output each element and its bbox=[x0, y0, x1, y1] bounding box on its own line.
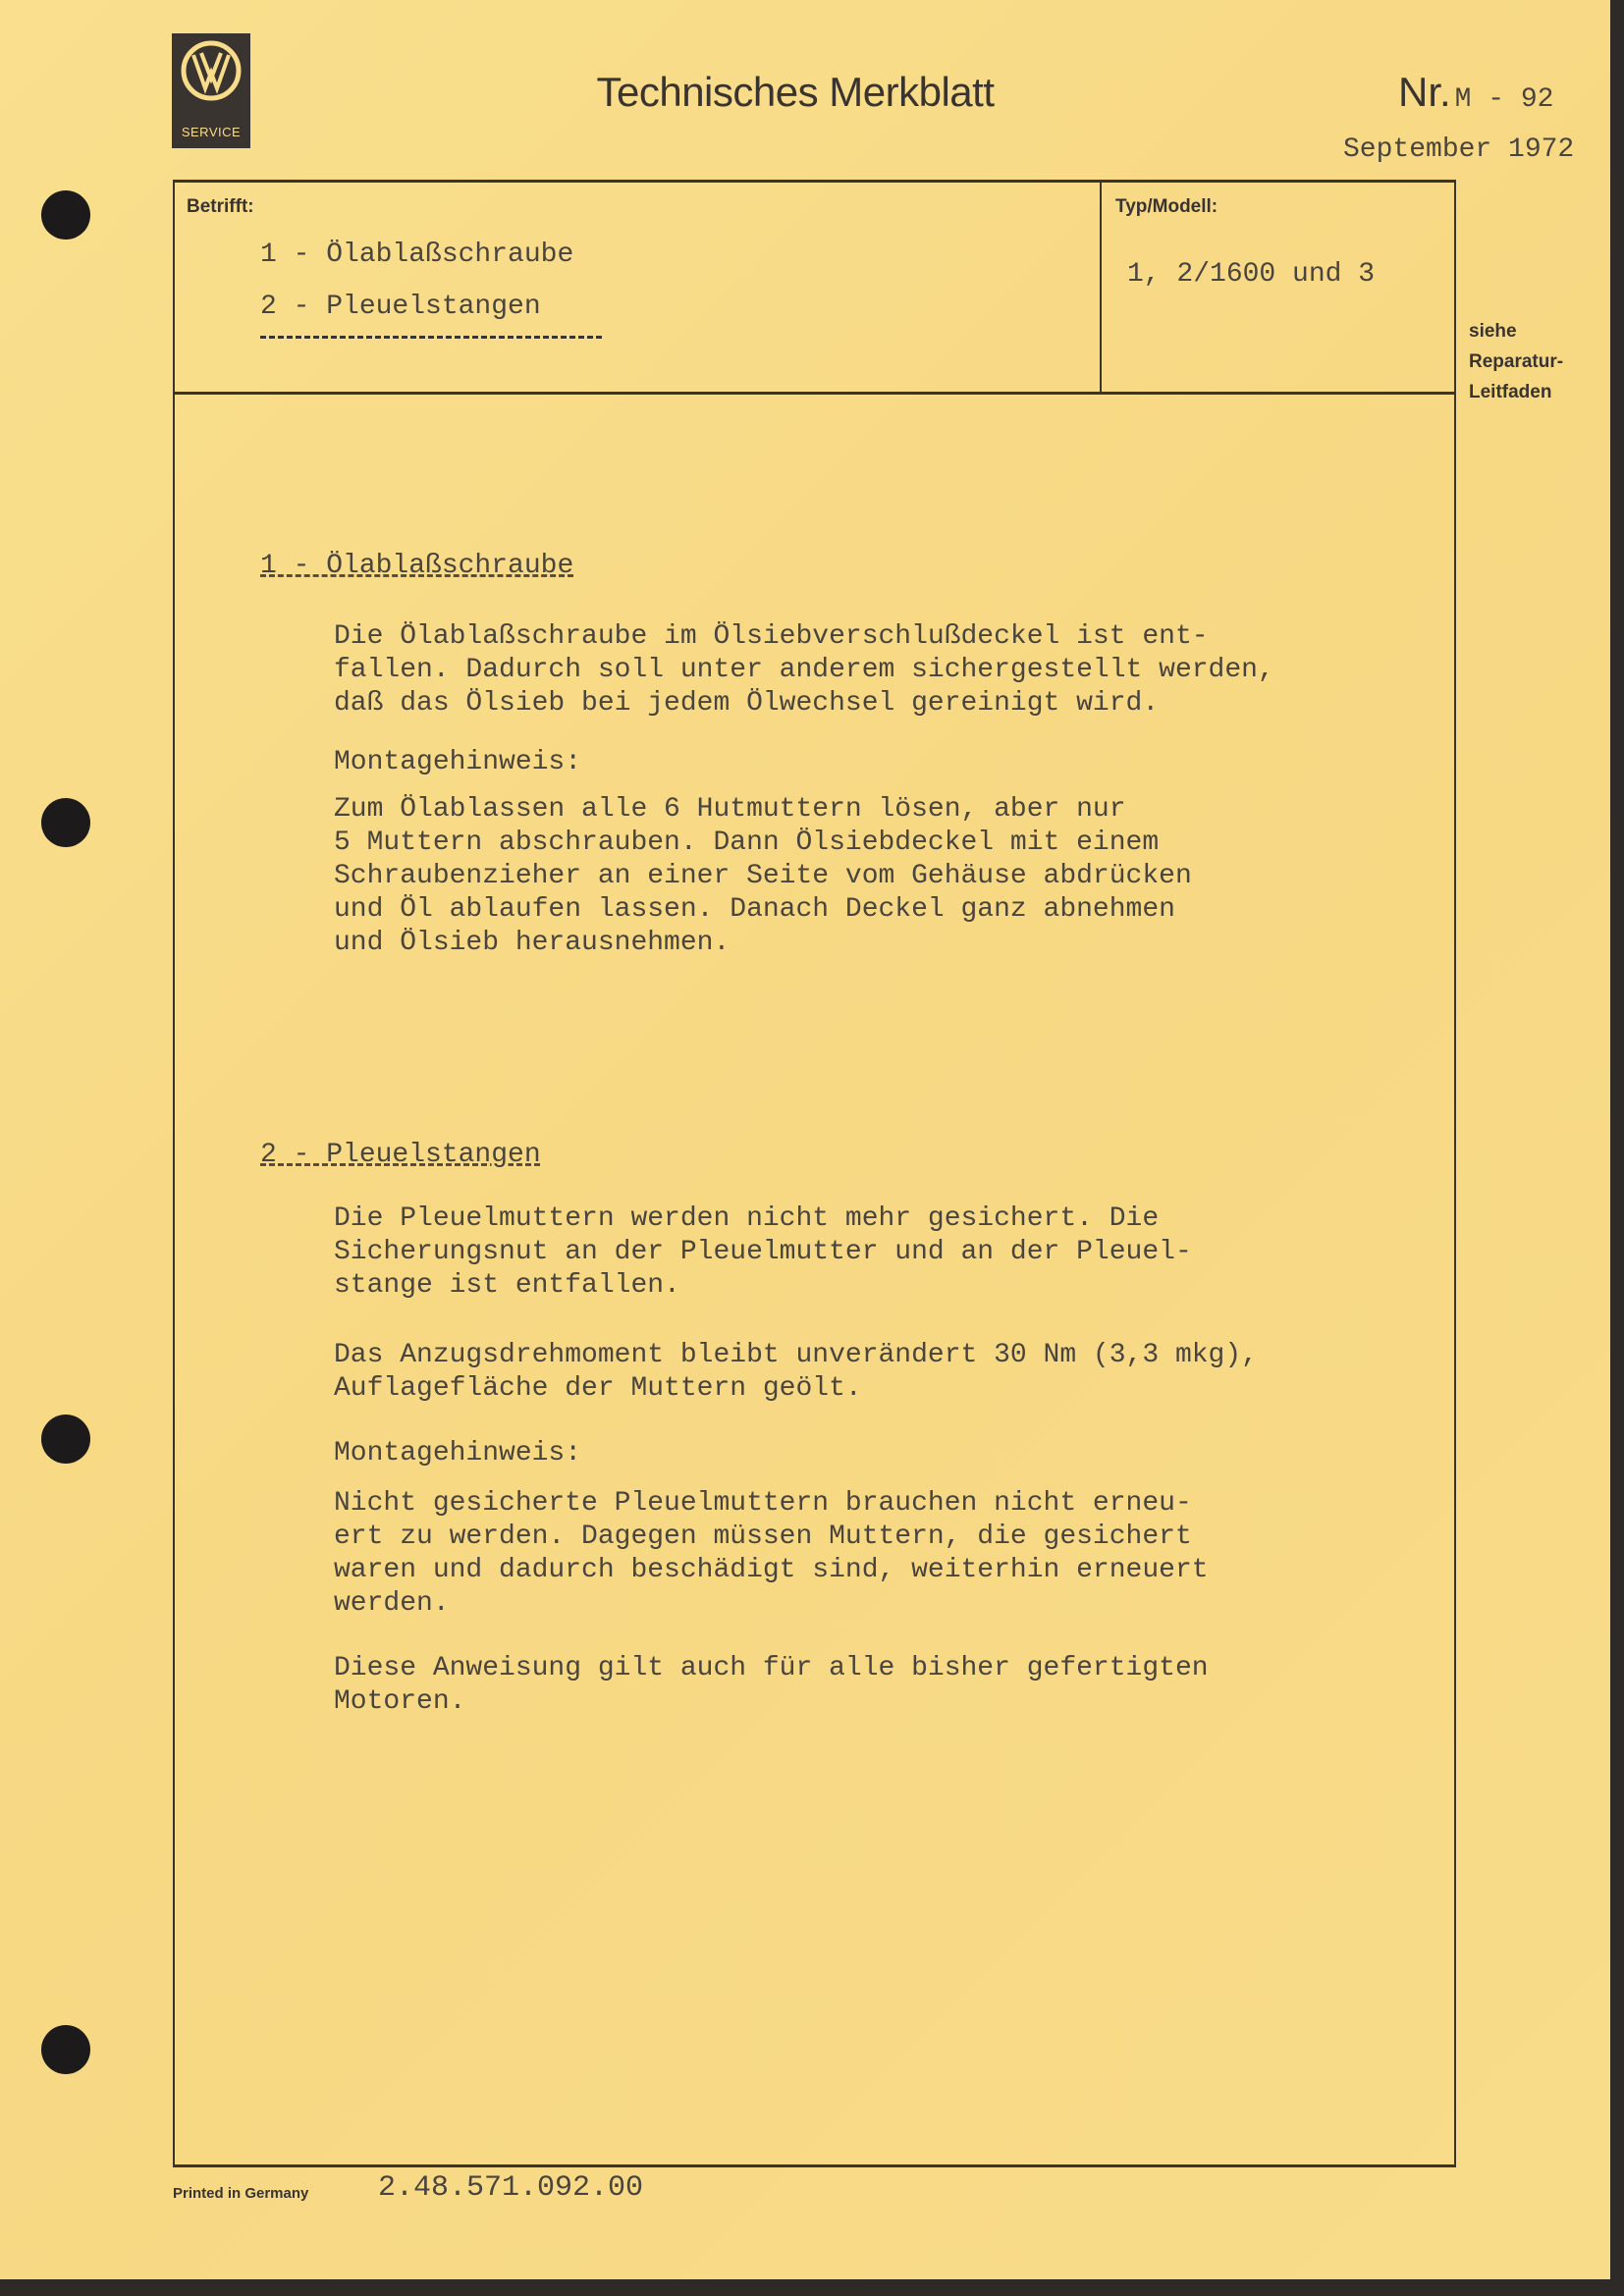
document-number bbox=[1398, 69, 1554, 117]
text-line: werden. bbox=[334, 1588, 450, 1619]
section-heading-text: 2 - Pleuelstangen bbox=[260, 1140, 541, 1170]
subject-underline bbox=[260, 336, 602, 339]
text-line: Motoren. bbox=[334, 1686, 466, 1717]
text-line: stange ist entfallen. bbox=[334, 1270, 680, 1301]
paragraph bbox=[334, 1487, 1209, 1621]
header-divider bbox=[173, 392, 1456, 395]
logo-service-text: SERVICE bbox=[181, 125, 242, 139]
text-line: Schraubenzieher an einer Seite vom Gehäuse abdrücken bbox=[334, 861, 1192, 891]
text-line: daß das Ölsieb bei jedem Ölwechsel gereinigt wird. bbox=[334, 688, 1160, 719]
section-heading bbox=[260, 1139, 541, 1172]
punch-hole bbox=[41, 798, 90, 847]
text-line: und Ölsieb herausnehmen. bbox=[334, 928, 731, 958]
subject-item: 2 - Pleuelstangen bbox=[260, 292, 541, 322]
vw-service-logo bbox=[172, 33, 250, 148]
subject-label: Betrifft: bbox=[187, 196, 254, 217]
text-line: ert zu werden. Dagegen müssen Muttern, die gesichert bbox=[334, 1522, 1192, 1552]
vw-logo-icon bbox=[172, 33, 250, 112]
paragraph bbox=[334, 1202, 1192, 1303]
punch-hole bbox=[41, 190, 90, 240]
text-line: 5 Muttern abschrauben. Dann Ölsiebdeckel mit einem bbox=[334, 828, 1160, 858]
text-line: fallen. Dadurch soll unter anderem sichergestellt werden, bbox=[334, 655, 1274, 685]
document-date: September 1972 bbox=[1343, 134, 1575, 165]
side-note-line: Reparatur- bbox=[1469, 351, 1564, 372]
text-line: waren und dadurch beschädigt sind, weiterhin erneuert bbox=[334, 1555, 1209, 1585]
paragraph bbox=[334, 620, 1274, 721]
text-line: Auflagefläche der Muttern geölt. bbox=[334, 1373, 862, 1404]
text-line: Die Ölablaßschraube im Ölsiebverschlußdeckel ist ent- bbox=[334, 621, 1209, 652]
printed-in-germany: Printed in Germany bbox=[173, 2185, 309, 2202]
text-line: Nicht gesicherte Pleuelmuttern brauchen nicht erneu- bbox=[334, 1488, 1192, 1519]
paragraph bbox=[334, 1652, 1209, 1719]
side-note-line: Leitfaden bbox=[1469, 382, 1552, 402]
nr-value: M - 92 bbox=[1454, 84, 1554, 115]
text-line: Diese Anweisung gilt auch für alle bisher gefertigten bbox=[334, 1653, 1209, 1683]
text-line: und Öl ablaufen lassen. Danach Deckel ganz abnehmen bbox=[334, 894, 1175, 925]
column-divider bbox=[1100, 180, 1102, 394]
paragraph bbox=[334, 793, 1192, 960]
document-code: 2.48.571.092.00 bbox=[378, 2171, 644, 2205]
text-line: Montagehinweis: bbox=[334, 747, 582, 777]
punch-hole bbox=[41, 1415, 90, 1464]
model-value: 1, 2/1600 und 3 bbox=[1127, 259, 1376, 290]
section-heading-text: 1 - Ölablaßschraube bbox=[260, 551, 574, 581]
side-note bbox=[1469, 316, 1563, 407]
page-title: Technisches Merkblatt bbox=[596, 69, 995, 115]
paragraph bbox=[334, 1339, 1258, 1406]
section-heading bbox=[260, 550, 573, 583]
text-line: Montagehinweis: bbox=[334, 1438, 582, 1468]
paragraph bbox=[334, 746, 581, 779]
paragraph bbox=[334, 1437, 581, 1470]
nr-label: Nr. bbox=[1398, 69, 1451, 115]
content-frame bbox=[173, 180, 1456, 2167]
model-label: Typ/Modell: bbox=[1115, 196, 1218, 217]
text-line: Sicherungsnut an der Pleuelmutter und an der Pleuel- bbox=[334, 1237, 1192, 1267]
side-note-line: siehe bbox=[1469, 321, 1517, 342]
text-line: Das Anzugsdrehmoment bleibt unverändert 30 Nm (3,3 mkg), bbox=[334, 1340, 1258, 1370]
text-line: Zum Ölablassen alle 6 Hutmuttern lösen, aber nur bbox=[334, 794, 1126, 825]
subject-item: 1 - Ölablaßschraube bbox=[260, 240, 574, 270]
punch-hole bbox=[41, 2025, 90, 2074]
text-line: Die Pleuelmuttern werden nicht mehr gesichert. Die bbox=[334, 1203, 1160, 1234]
